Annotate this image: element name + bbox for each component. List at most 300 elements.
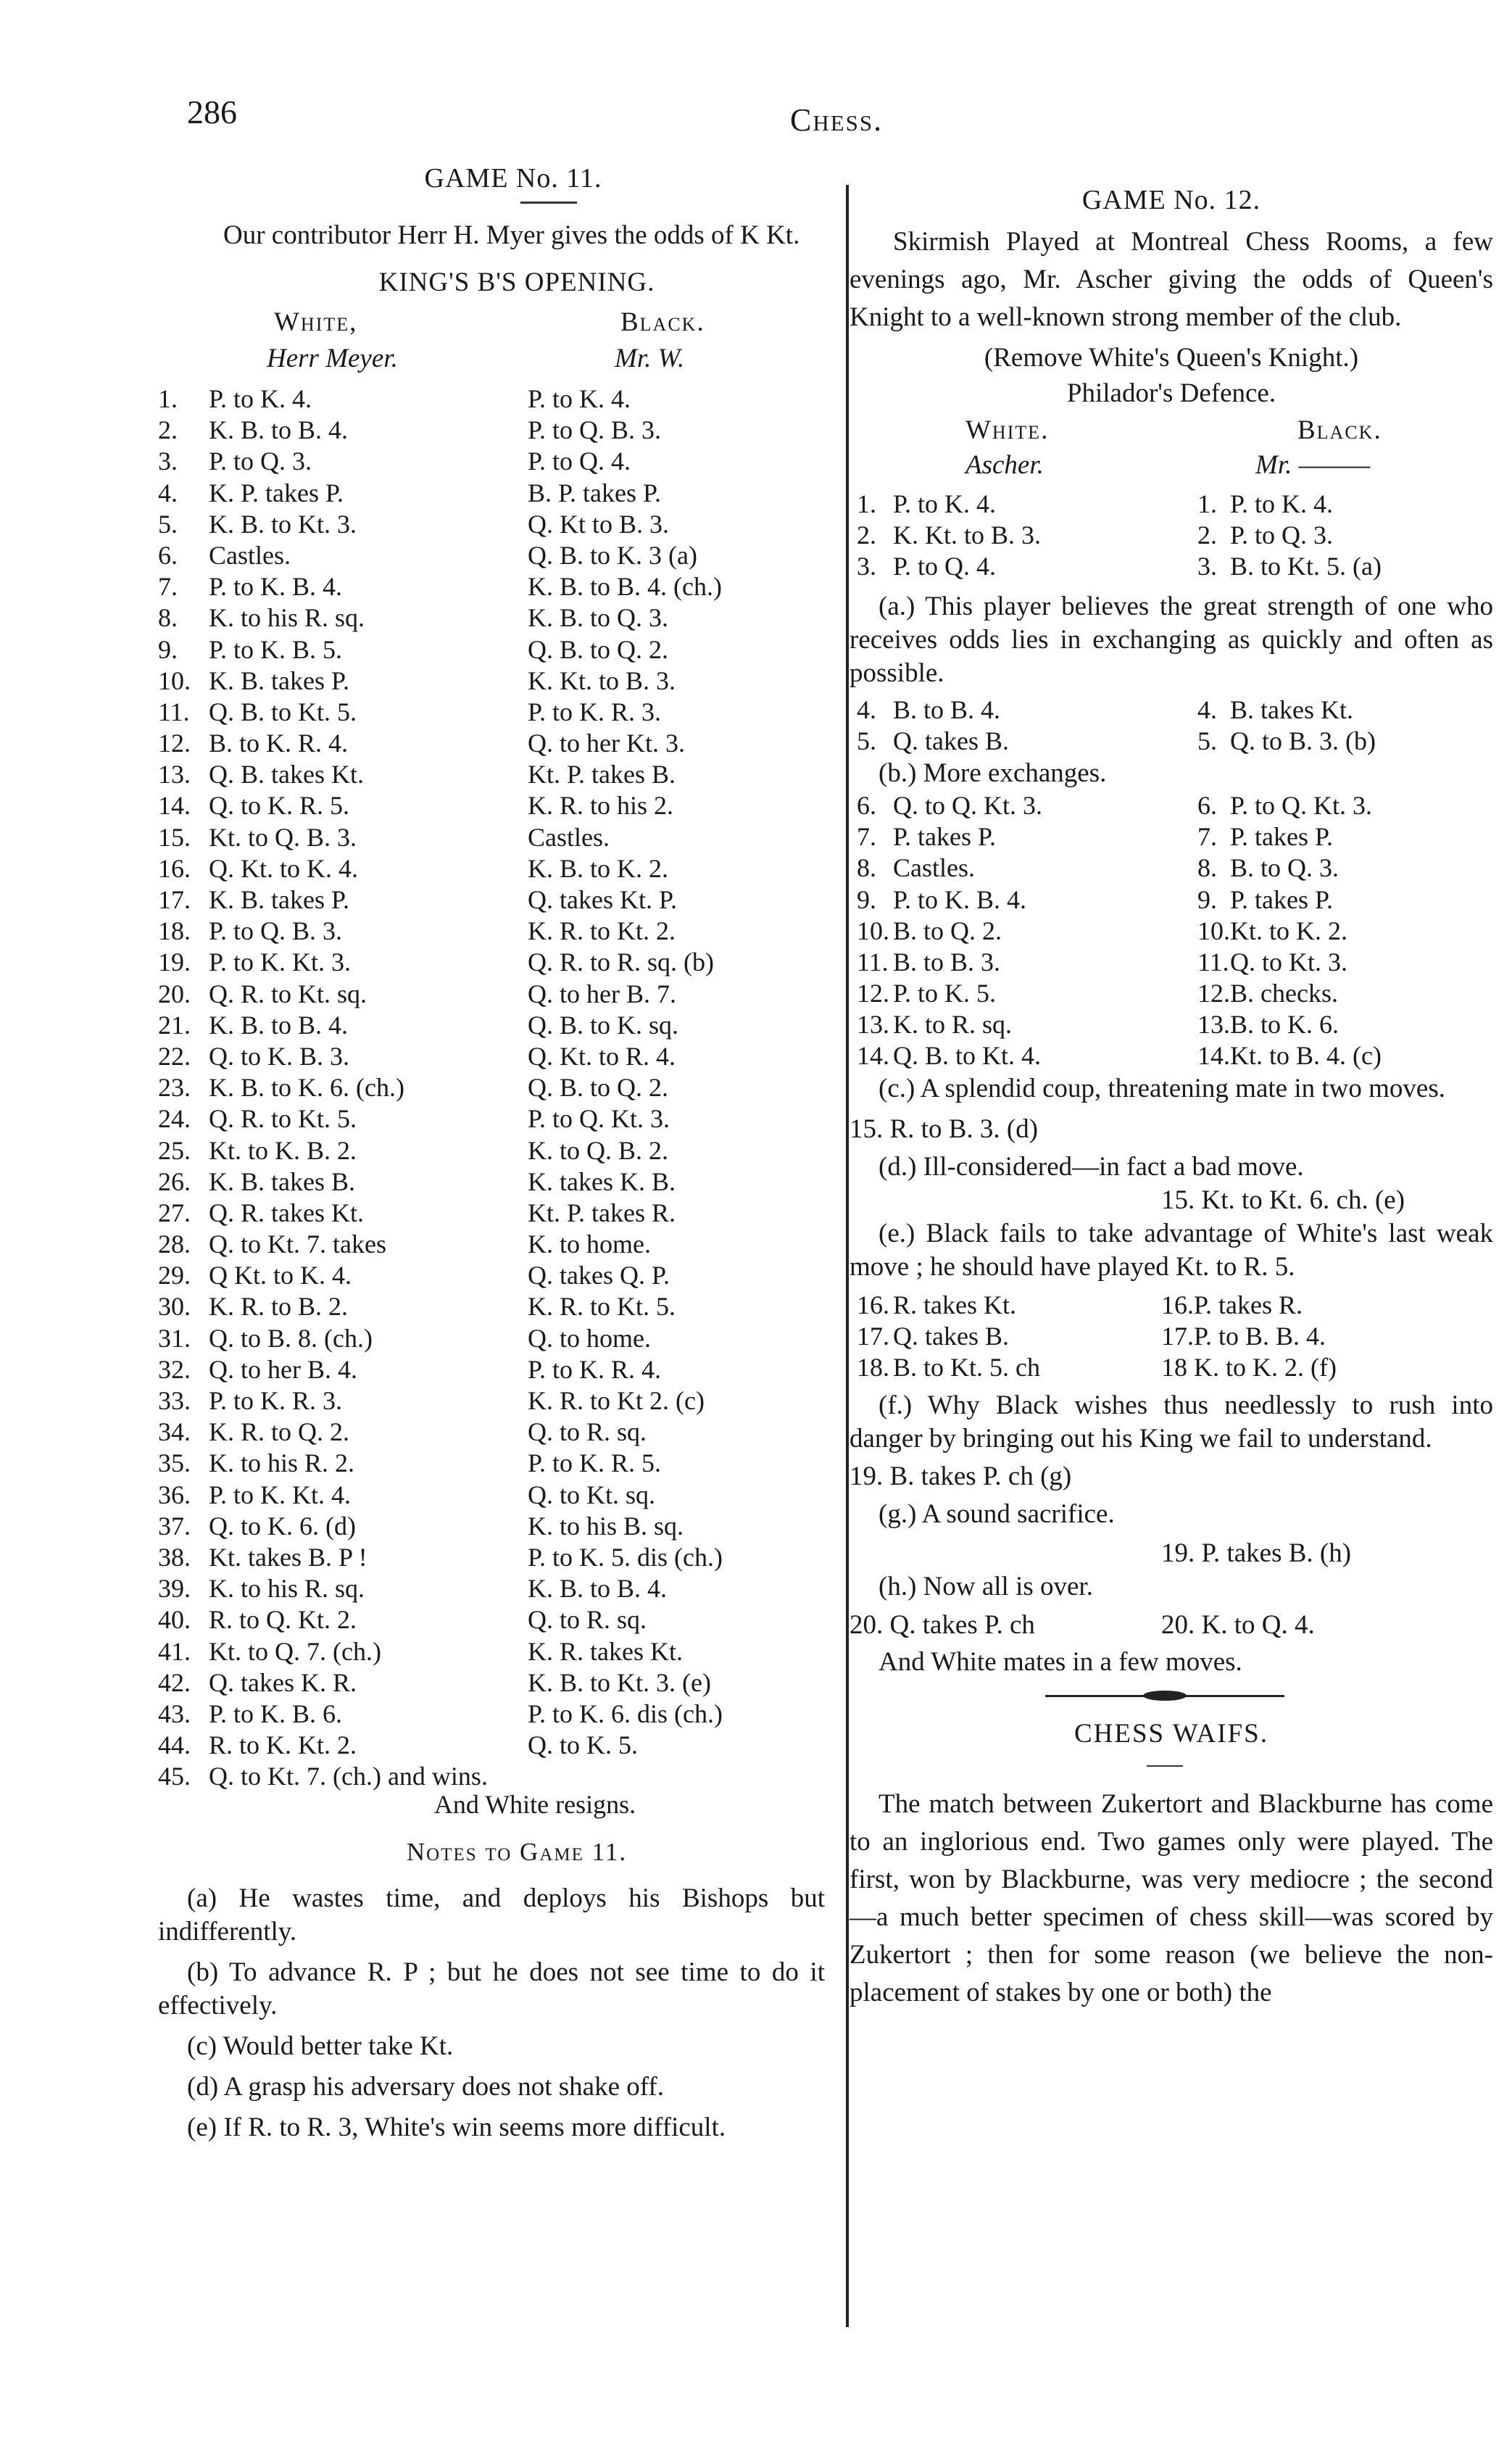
move-row [158,1417,825,1448]
white-move: R. takes Kt. [893,1290,1016,1319]
player-names [158,340,825,378]
black-move: Q. takes Q. P. [528,1261,670,1290]
move-number: 2. [158,415,178,445]
black-label: Black. [620,307,705,337]
black-move: Q. to her B. 7. [528,979,676,1008]
note-item: (c) Would better take Kt. [187,2031,454,2062]
move-number: 1. [158,384,178,413]
move-row [158,853,825,884]
white-move: Q. to K. B. 3. [209,1041,350,1071]
move-row [850,726,1493,757]
move-number: 4. [857,695,876,724]
black-move: P. to K. R. 4. [528,1354,662,1384]
game-12-opening: Philador's Defence. [1066,378,1276,408]
white-move: P. to K. 4. [209,384,312,413]
white-move: K. B. to B. 4. [209,1010,349,1040]
white-move: B. to K. R. 4. [209,729,349,758]
black-move: Q. to K. 5. [528,1730,638,1760]
note-h: (h.) Now all is over. [878,1572,1093,1602]
white-move: Castles. [209,540,291,570]
move-number: 17. [158,885,191,914]
game-11-opening: KING'S B'S OPENING. [378,268,655,297]
move-number: 23. [158,1073,191,1103]
move-row [158,884,825,916]
move-row [158,1103,825,1135]
move-number: 44. [158,1730,191,1760]
move-number: 14. [857,1041,889,1071]
note-a: (a.) This player believes the great strength of one who receives odds lies in exchanging as quickly and often as possible. [850,591,1493,688]
black-move: Castles. [528,822,610,852]
column-labels [158,304,825,340]
black-move: Q. to Kt. sq. [528,1480,656,1509]
black-move: K. R. to his 2. [528,791,674,821]
black-move: K. to Q. B. 2. [528,1135,669,1165]
white-move: Q. Kt. to K. 4. [209,853,358,883]
white-move: K. R. to Q. 2. [209,1417,350,1447]
move-number: 43. [158,1699,191,1728]
move-number: 2. [857,521,876,550]
move-row [850,1352,1493,1383]
black-move-number: 12. [1197,979,1230,1008]
black-move: Q. R. to R. sq. (b) [528,948,715,977]
white-move: K. to his R. sq. [209,603,365,633]
move-number: 13. [158,760,191,789]
white-move: Q. to K. R. 5. [209,791,350,821]
move-number: 16. [158,853,191,883]
move-row [850,884,1493,916]
white-move: Kt. takes B. P ! [209,1542,367,1572]
black-move: P. to Q. 4. [528,447,631,476]
black-move: K. B. to K. 2. [528,853,669,883]
white-move: P. to K. B. 4. [209,572,343,602]
move-number: 1. [857,489,876,518]
move-number: 37. [158,1511,191,1541]
move-row [158,1761,825,1792]
move-row [158,1385,825,1417]
black-move: Kt. to B. 4. (c) [1230,1041,1382,1071]
note-g: (g.) A sound sacrifice. [878,1499,1115,1530]
white-label: White. [965,415,1050,445]
black-move: B. takes Kt. [1230,695,1353,724]
move-row [158,1573,825,1604]
white-move: P. to K. 4. [893,489,997,518]
move-number: 6. [158,540,178,570]
note-d: (d.) Ill-considered—in fact a bad move. [878,1151,1304,1182]
note-f: (f.) Why Black wishes thus needlessly to rush into danger by bringing out his King we fail to understand. [850,1390,1493,1454]
white-move: K. B. takes P. [209,666,350,695]
black-move: P. to B. B. 4. [1194,1321,1326,1351]
move-number: 17. [857,1321,889,1351]
move-number: 11. [857,947,889,977]
move-number: 22. [158,1041,191,1071]
move-row [850,1290,1493,1321]
move-number: 34. [158,1417,191,1447]
black-move: Q. B. to Q. 2. [528,634,669,664]
move-number: 42. [158,1667,191,1697]
move-row [158,759,825,790]
black-player: Mr. ——— [1255,450,1371,480]
move-row [158,1291,825,1322]
note-c: (c.) A splendid coup, threatening mate in two moves. [878,1073,1445,1103]
move-row [158,415,825,446]
black-move: Q. B. to Q. 2. [528,1073,669,1103]
black-move: P. to Q. 3. [1230,521,1334,550]
note-item: (b) To advance R. P ; but he does not see time to do it effectively. [158,1957,825,2021]
white-move: K. B. takes B. [209,1166,355,1196]
move-row [158,1041,825,1072]
black-move: P. to K. 6. dis (ch.) [528,1699,723,1728]
black-move-number: 18 [1161,1353,1187,1382]
column-labels [850,412,1493,448]
black-move-number: 8. [1197,853,1217,883]
black-move: B. P. takes P. [528,478,662,507]
black-move: P. to K. 4. [528,384,631,413]
white-move: K. P. takes P. [209,478,344,507]
white-move: P. to Q. 3. [209,447,312,476]
move-number: 36. [158,1480,191,1509]
game-11-intro: Our contributor Herr H. Myer gives the odds of K Kt. [223,220,800,250]
move-number: 18. [857,1353,889,1382]
move-number: 3. [158,447,178,476]
move-row [158,666,825,697]
black-move-number: 4. [1197,695,1217,724]
move-row [158,1135,825,1166]
move-row [158,1730,825,1761]
move-20-white: 20. Q. takes P. ch [850,1610,1035,1641]
white-move: R. to K. Kt. 2. [209,1730,357,1760]
white-move: K. B. to Kt. 3. [209,509,357,539]
black-move: Q. B. to K. 3 (a) [528,540,697,570]
move-row [158,1636,825,1667]
black-move: Q. Kt to B. 3. [528,509,670,539]
move-row [158,1542,825,1573]
black-move: Kt. P. takes R. [528,1198,676,1227]
ending-line: And White mates in a few moves. [878,1647,1242,1678]
move-row [158,1354,825,1385]
note-e: (e.) Black fails to take advantage of White's last weak move ; he should have played Kt. to R. 5. [850,1218,1493,1282]
move-row [158,979,825,1010]
white-move: P. to K. B. 5. [209,634,343,664]
black-move-number: 14. [1197,1041,1230,1071]
white-move: Castles. [893,853,975,883]
move-20-black: 20. K. to Q. 4. [1161,1610,1315,1641]
white-move: B. to Q. 2. [893,916,1002,945]
move-15-white: 15. R. to B. 3. (d) [850,1114,1039,1144]
left-column [158,163,825,2152]
move-row [158,571,825,602]
black-move: P. takes P. [1230,822,1334,852]
white-move: B. to B. 4. [893,695,1001,724]
black-move: K. B. to Q. 3. [528,603,669,633]
black-move: Q. takes Kt. P. [528,885,677,914]
white-move: Q. R. to Kt. 5. [209,1104,357,1134]
black-move-number: 6. [1197,790,1217,820]
white-move: Q. to K. 6. (d) [209,1511,356,1541]
white-move: B. to B. 3. [893,947,1001,977]
white-move: Q. to Kt. 7. (ch.) and wins. [209,1762,488,1791]
right-column [850,185,1493,2012]
move-20-row [850,1609,1493,1646]
black-move: K. R. to Kt. 2. [528,916,676,946]
title-rule [520,202,577,204]
black-move: K. Kt. to B. 3. [528,666,676,695]
black-move: K. B. to B. 4. [528,1574,668,1604]
move-number: 8. [857,853,876,883]
move-row [850,1321,1493,1352]
move-row [158,384,825,415]
white-move: Q. to B. 8. (ch.) [209,1323,373,1353]
move-row [850,853,1493,884]
move-row [850,1009,1493,1040]
move-row [158,1260,825,1291]
black-move: P. takes P. [1230,884,1334,914]
black-move: Q. B. to K. sq. [528,1010,679,1040]
black-move: K. B. to B. 4. (ch.) [528,572,722,602]
move-row [850,978,1493,1009]
move-row [158,728,825,759]
move-number: 7. [158,572,178,602]
move-row [850,916,1493,947]
white-move: K. B. takes P. [209,885,350,914]
move-number: 29. [158,1261,191,1290]
note-item: (a) He wastes time, and deploys his Bishops but indifferently. [158,1883,825,1947]
move-19-black: 19. P. takes B. (h) [1161,1538,1352,1569]
chess-waifs-text: The match between Zukertort and Blackburne has come to an inglorious end. Two games only were played. The first, won by Blackburne, was very mediocre ; the second—a much better specimen of chess skill—was scored by Zukertort ; then for some reason (we believe the non-placement of stakes by one or both) the [850,1789,1493,2008]
white-move: P. to Q. B. 3. [209,916,343,946]
move-number: 6. [857,790,876,820]
game-11-notes [158,1882,825,2144]
black-move-number: 3. [1197,552,1217,581]
move-row [158,446,825,477]
move-row [850,489,1493,520]
black-move: K. takes K. B. [528,1166,676,1196]
move-number: 7. [857,822,876,852]
note-item: (d) A grasp his adversary does not shake off. [187,2072,664,2102]
white-move: P. to K. R. 3. [209,1386,343,1415]
black-move: Kt. P. takes B. [528,760,676,789]
white-move: Q. takes B. [893,726,1009,755]
move-row [158,916,825,947]
move-number: 19. [158,948,191,977]
black-move-number: 17. [1161,1321,1194,1351]
move-row [158,1511,825,1542]
white-move: Q. to Q. Kt. 3. [893,790,1042,820]
game-11-title: GAME No. 11. [424,163,602,194]
move-number: 4. [158,478,178,507]
move-row [158,1166,825,1198]
black-move: K. R. to Kt. 5. [528,1292,676,1322]
player-names [850,448,1493,484]
move-row [158,1604,825,1635]
move-row [158,509,825,540]
move-number: 38. [158,1542,191,1572]
white-move: P. to K. 5. [893,979,997,1008]
black-move: P. to Q. Kt. 3. [528,1104,670,1134]
note-item: (e) If R. to R. 3, White's win seems more difficult. [187,2113,726,2143]
white-move: Kt. to K. B. 2. [209,1135,357,1165]
move-row [158,634,825,666]
white-move: Q. takes K. R. [209,1667,357,1697]
move-row [850,520,1493,551]
game-12-intro: Skirmish Played at Montreal Chess Rooms, a few evenings ago, Mr. Ascher giving the odds of Queen's Knight to a well-known strong member of the club. [850,227,1493,332]
black-move: K. to K. 2. (f) [1194,1353,1337,1382]
black-move-number: 13. [1197,1010,1230,1040]
ornament-rule [1045,1691,1284,1701]
move-number: 11. [158,697,190,726]
white-move: Kt. to Q. B. 3. [209,822,357,852]
move-row [850,790,1493,821]
white-move: Q. takes B. [893,1321,1009,1351]
move-number: 5. [158,509,178,539]
game-12-moves-2 [850,695,1493,757]
white-player: Herr Meyer. [267,344,398,373]
white-move: K. B. to K. 6. (ch.) [209,1073,404,1103]
white-move: P. to K. Kt. 4. [209,1480,352,1509]
move-row [158,540,825,571]
black-move-number: 5. [1197,726,1217,755]
white-move: K. to his R. sq. [209,1574,365,1604]
black-move-number: 11. [1197,947,1229,977]
move-row [158,1448,825,1479]
white-move: P. to K. B. 4. [893,884,1027,914]
move-number: 25. [158,1135,191,1165]
black-move: Q. to R. sq. [528,1605,647,1635]
black-move: P. to Q. Kt. 3. [1230,790,1373,820]
game-12-moves-1 [850,489,1493,583]
move-number: 13. [857,1010,889,1040]
white-move: B. to Kt. 5. ch [893,1353,1040,1382]
move-number: 15. [158,822,191,852]
game-11-moves [158,384,825,1792]
black-move: P. to Q. B. 3. [528,415,662,445]
black-move-number: 1. [1197,489,1217,518]
move-row [850,947,1493,978]
move-row [158,1323,825,1354]
move-row [158,1480,825,1511]
black-move: B. to K. 6. [1230,1010,1339,1040]
white-move: K. to R. sq. [893,1010,1013,1040]
black-move: P. to K. 4. [1230,489,1334,518]
white-move: R. to Q. Kt. 2. [209,1605,357,1635]
waifs-rule [1147,1765,1183,1767]
white-move: P. to K. Kt. 3. [209,948,352,977]
move-number: 5. [857,726,876,755]
white-move: Kt. to Q. 7. (ch.) [209,1636,381,1666]
chess-waifs-title: CHESS WAIFS. [1073,1719,1268,1749]
move-15-black: 15. Kt. to Kt. 6. ch. (e) [1161,1185,1405,1215]
move-row [158,1198,825,1229]
game-12-moves-3 [850,790,1493,1072]
white-move: Q. B. to Kt. 5. [209,697,357,726]
black-move: B. to Kt. 5. (a) [1230,552,1382,581]
black-move: P. to K. R. 3. [528,697,662,726]
black-move: K. to his B. sq. [528,1511,684,1541]
move-row [850,1040,1493,1071]
move-row [158,947,825,978]
move-number: 18. [158,916,191,946]
move-number: 26. [158,1166,191,1196]
move-row [158,1010,825,1041]
black-move: B. to Q. 3. [1230,853,1339,883]
move-number: 3. [857,552,876,581]
move-number: 24. [158,1104,191,1134]
white-move: P. to K. B. 6. [209,1699,343,1728]
white-move: Q. R. takes Kt. [209,1198,364,1227]
move-row [158,790,825,821]
black-move-number: 10. [1197,916,1230,945]
move-number: 41. [158,1636,191,1666]
white-move: K. B. to B. 4. [209,415,349,445]
black-label: Black. [1297,415,1382,445]
move-row [850,551,1493,582]
move-number: 40. [158,1605,191,1635]
move-row [158,1072,825,1103]
white-move: Q. B. to Kt. 4. [893,1041,1042,1071]
running-head: Chess. [790,102,884,138]
move-number: 45. [158,1762,191,1791]
move-number: 32. [158,1354,191,1384]
move-number: 21. [158,1010,191,1040]
move-number: 31. [158,1323,191,1353]
move-number: 30. [158,1292,191,1322]
game-12-moves-4 [850,1290,1493,1384]
black-player: Mr. W. [615,344,685,373]
black-move-number: 2. [1197,521,1217,550]
game-12-title: GAME No. 12. [1081,185,1261,215]
black-move: K. R. to Kt 2. (c) [528,1386,705,1415]
remove-note: (Remove White's Queen's Knight.) [984,343,1359,373]
black-move-number: 7. [1197,822,1217,852]
move-number: 14. [158,791,191,821]
move-number: 12. [857,979,889,1008]
white-move: K. Kt. to B. 3. [893,521,1042,550]
white-move: Q. R. to Kt. sq. [209,979,367,1008]
move-number: 20. [158,979,191,1008]
white-move: Q. to her B. 4. [209,1354,357,1384]
black-move: P. takes R. [1194,1290,1303,1319]
black-move: K. B. to Kt. 3. (e) [528,1667,711,1697]
page-number: 286 [187,94,237,130]
move-row [850,695,1493,726]
white-move: P. to Q. 4. [893,552,997,581]
move-number: 9. [857,884,876,914]
move-number: 35. [158,1448,191,1478]
note-b: (b.) More exchanges. [878,758,1107,788]
white-move: Q Kt. to K. 4. [209,1261,352,1290]
black-move: Q. to home. [528,1323,651,1353]
move-row [158,1229,825,1260]
move-row [158,822,825,853]
black-move: Q. to Kt. 3. [1230,947,1347,977]
move-19-white: 19. B. takes P. ch (g) [850,1462,1072,1492]
black-move: P. to K. 5. dis (ch.) [528,1542,723,1572]
black-move: B. checks. [1230,979,1338,1008]
white-move: Q. B. takes Kt. [209,760,364,789]
move-number: 12. [158,729,191,758]
move-number: 16. [857,1290,889,1319]
white-move: K. R. to B. 2. [209,1292,349,1322]
move-row [158,602,825,634]
notes-title: Notes to Game 11. [406,1838,628,1867]
black-move: Q. to her Kt. 3. [528,729,685,758]
move-number: 9. [158,634,178,664]
move-number: 10. [857,916,889,945]
move-row [158,1667,825,1699]
white-player: Ascher. [965,450,1044,480]
black-move: K. R. takes Kt. [528,1636,683,1666]
move-number: 28. [158,1230,191,1259]
move-number: 33. [158,1386,191,1415]
